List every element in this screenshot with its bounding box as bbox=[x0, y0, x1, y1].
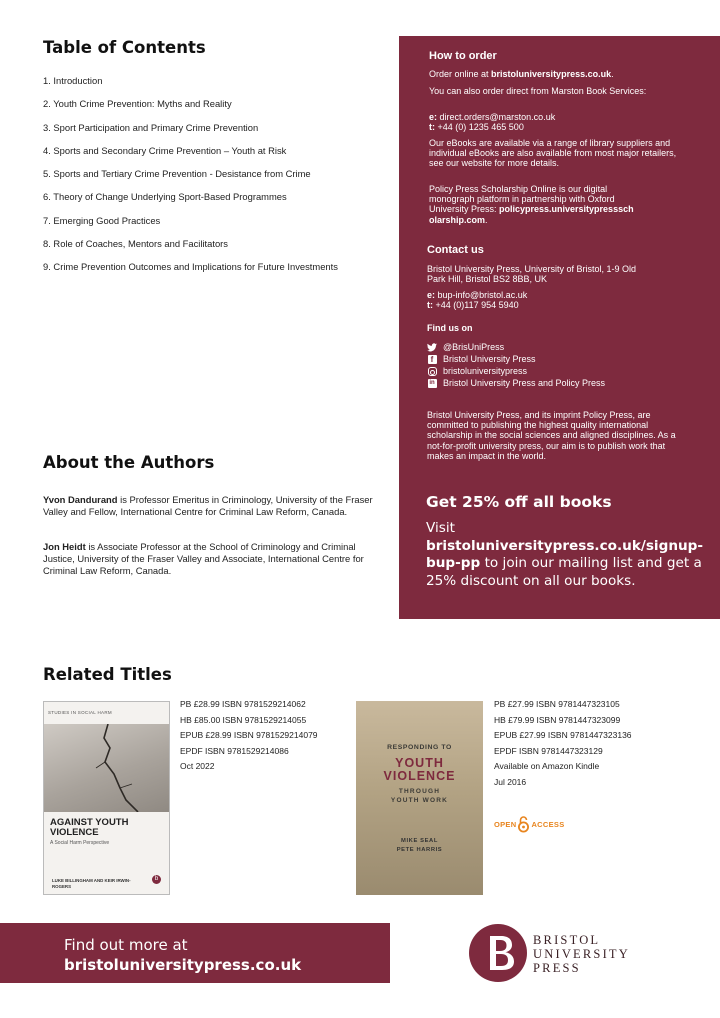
promo-link[interactable]: bristoluniversitypress.co.uk/signup-bup-pp bbox=[426, 537, 704, 571]
cover-authors: MIKE SEAL PETE HARRIS bbox=[396, 838, 443, 853]
contact-address: Bristol University Press, University of Bristol, 1-9 Old Park Hill, Bristol BS2 8BB, UK bbox=[427, 264, 637, 285]
logo-line2: UNIVERSITY bbox=[533, 947, 630, 961]
cover-title-line3: THROUGH YOUTH WORK bbox=[390, 788, 449, 804]
footer-bar bbox=[0, 923, 390, 983]
marston-email bbox=[429, 112, 691, 122]
twitter-handle: @BrisUniPress bbox=[443, 342, 505, 352]
book1-info-line: Oct 2022 bbox=[180, 761, 215, 772]
contact-tel bbox=[427, 300, 689, 310]
social-instagram[interactable] bbox=[427, 366, 527, 377]
book-cover-responding-to-youth-violence[interactable] bbox=[356, 701, 483, 895]
author-bio-2 bbox=[43, 541, 373, 577]
toc-list bbox=[43, 75, 383, 285]
toc-item: 8. Role of Coaches, Mentors and Facilitators bbox=[43, 238, 228, 250]
promo-suffix: to join our mailing list and get a 25% discount on all our books. bbox=[426, 555, 702, 589]
pso-suffix: . bbox=[485, 214, 488, 225]
book-cover-against-youth-violence[interactable] bbox=[43, 701, 170, 895]
instagram-handle: bristoluniversitypress bbox=[443, 366, 528, 376]
author-bio-text: is Professor Emeritus in Criminology, University of the Fraser Valley and Fellow, International Centre for Criminal Law Reform, Canada. bbox=[43, 494, 373, 517]
contact-heading: Contact us bbox=[427, 244, 484, 256]
marston-tel-value: +44 (0) 1235 465 500 bbox=[435, 122, 524, 132]
logo-line3: PRESS bbox=[533, 961, 581, 975]
toc-item: 5. Sports and Tertiary Crime Prevention - Desistance from Crime bbox=[43, 168, 311, 180]
book2-info-line: PB £27.99 ISBN 9781447323105 bbox=[494, 699, 620, 709]
twitter-icon bbox=[427, 343, 437, 353]
order-online-link[interactable]: bristoluniversitypress.co.uk bbox=[491, 69, 612, 79]
cover-title-line1: RESPONDING TO bbox=[387, 744, 452, 751]
promo-body bbox=[426, 520, 711, 590]
marston-tel bbox=[429, 122, 691, 132]
facebook-icon: f bbox=[427, 355, 437, 365]
order-online-suffix: . bbox=[611, 69, 614, 79]
email-label: e: bbox=[429, 112, 438, 122]
footer-website-link[interactable]: bristoluniversitypress.co.uk bbox=[64, 956, 302, 974]
promo-prefix: Visit bbox=[426, 520, 455, 536]
mission-statement: Bristol University Press, and its imprint Policy Press, are committed to publishing the highest quality international scholarship in the social sciences and aligned disciplines. As a not-for-profit university press, our aim is to publish work that makes an impact in the world. bbox=[427, 410, 676, 461]
social-linkedin[interactable] bbox=[427, 378, 605, 389]
order-online bbox=[429, 69, 691, 79]
toc-item: 2. Youth Crime Prevention: Myths and Reality bbox=[43, 98, 232, 110]
book1-info-line: EPDF ISBN 9781529214086 bbox=[180, 745, 289, 756]
ebooks-text: Our eBooks are available via a range of library suppliers and individual eBooks are also available from most major retailers, see our website for more details. bbox=[429, 138, 677, 169]
pso-text bbox=[429, 184, 639, 225]
toc-item: 7. Emerging Good Practices bbox=[43, 214, 161, 226]
contact-email-link[interactable]: bup-info@bristol.ac.uk bbox=[435, 290, 528, 300]
open-access-right: ACCESS bbox=[531, 819, 565, 829]
social-twitter[interactable] bbox=[427, 342, 504, 353]
find-us-heading: Find us on bbox=[427, 323, 473, 333]
order-online-prefix: Order online at bbox=[429, 69, 492, 79]
cover-series: STUDIES IN SOCIAL HARM bbox=[48, 710, 112, 715]
open-access-left: OPEN bbox=[494, 819, 517, 829]
cover-art-cracked-wall bbox=[44, 724, 170, 812]
toc-item: 9. Crime Prevention Outcomes and Implications for Future Investments bbox=[43, 261, 338, 273]
linkedin-icon: in bbox=[429, 380, 435, 386]
contact-email bbox=[427, 290, 689, 300]
toc-item: 6. Theory of Change Underlying Sport-Based Programmes bbox=[43, 191, 287, 203]
toc-heading: Table of Contents bbox=[43, 38, 206, 57]
toc-item: 3. Sport Participation and Primary Crime Prevention bbox=[43, 121, 259, 133]
bristol-university-press-logo bbox=[468, 923, 648, 983]
book2-info-line: Available on Amazon Kindle bbox=[494, 761, 600, 772]
publisher-logo-icon: b bbox=[152, 875, 161, 884]
book1-info-line: EPUB £28.99 ISBN 9781529214079 bbox=[180, 730, 318, 741]
info-panel bbox=[399, 36, 720, 619]
toc-item: 4. Sports and Secondary Crime Prevention – Youth at Risk bbox=[43, 144, 287, 156]
book2-info-line: HB £79.99 ISBN 9781447323099 bbox=[494, 714, 621, 725]
marston-email-link[interactable]: direct.orders@marston.co.uk bbox=[437, 112, 556, 122]
footer-find-out-more: Find out more at bbox=[64, 936, 188, 954]
cover-title: AGAINST YOUTH VIOLENCE bbox=[50, 817, 129, 838]
author-name: Yvon Dandurand bbox=[43, 494, 118, 505]
tel-label: t: bbox=[427, 300, 433, 310]
book2-info-line: EPDF ISBN 9781447323129 bbox=[494, 745, 603, 756]
author-bio-1 bbox=[43, 494, 373, 518]
instagram-icon bbox=[427, 367, 437, 377]
authors-heading: About the Authors bbox=[43, 453, 215, 472]
book1-info-line: PB £28.99 ISBN 9781529214062 bbox=[180, 699, 306, 709]
author-bio-text: is Associate Professor at the School of Criminology and Criminal Justice, University of the Fraser Valley and Associate, International Centre for Criminal Law Reform, Canada. bbox=[43, 541, 364, 576]
pso-description: Policy Press Scholarship Online is our digital monograph platform in partnership with Oxford University Press: bbox=[429, 184, 615, 215]
book1-info bbox=[180, 697, 318, 775]
how-to-order-heading: How to order bbox=[429, 50, 497, 62]
promo-title: Get 25% off all books bbox=[426, 493, 612, 511]
open-access-badge bbox=[494, 815, 565, 833]
open-access-lock-icon bbox=[517, 815, 530, 833]
cover-title-line2: YOUTH VIOLENCE bbox=[383, 756, 456, 783]
author-name: Jon Heidt bbox=[43, 541, 86, 552]
contact-tel-value: +44 (0)117 954 5940 bbox=[433, 300, 519, 310]
facebook-name: Bristol University Press bbox=[443, 354, 536, 364]
book2-info-line: EPUB £27.99 ISBN 9781447323136 bbox=[494, 730, 632, 741]
bristol-b-logo-icon bbox=[468, 923, 528, 983]
pso-link[interactable]: policypress.universitypressscholarship.com bbox=[429, 204, 634, 225]
marston-text: You can also order direct from Marston Book Services: bbox=[429, 86, 647, 96]
email-label: e: bbox=[427, 290, 436, 300]
book1-info-line: HB £85.00 ISBN 9781529214055 bbox=[180, 714, 307, 725]
related-heading: Related Titles bbox=[43, 665, 172, 684]
toc-item: 1. Introduction bbox=[43, 75, 103, 86]
social-facebook[interactable] bbox=[427, 354, 536, 365]
book2-info-line: Jul 2016 bbox=[494, 776, 527, 787]
tel-label: t: bbox=[429, 122, 435, 132]
book2-info bbox=[494, 697, 632, 791]
cover-authors: LUKE BILLINGHAM AND KEIR IRWIN-ROGERS bbox=[52, 878, 131, 889]
logo-line1: BRISTOL bbox=[533, 933, 601, 947]
linkedin-name: Bristol University Press and Policy Press bbox=[443, 378, 606, 388]
cover-subtitle: A Social Harm Perspective bbox=[50, 840, 110, 846]
